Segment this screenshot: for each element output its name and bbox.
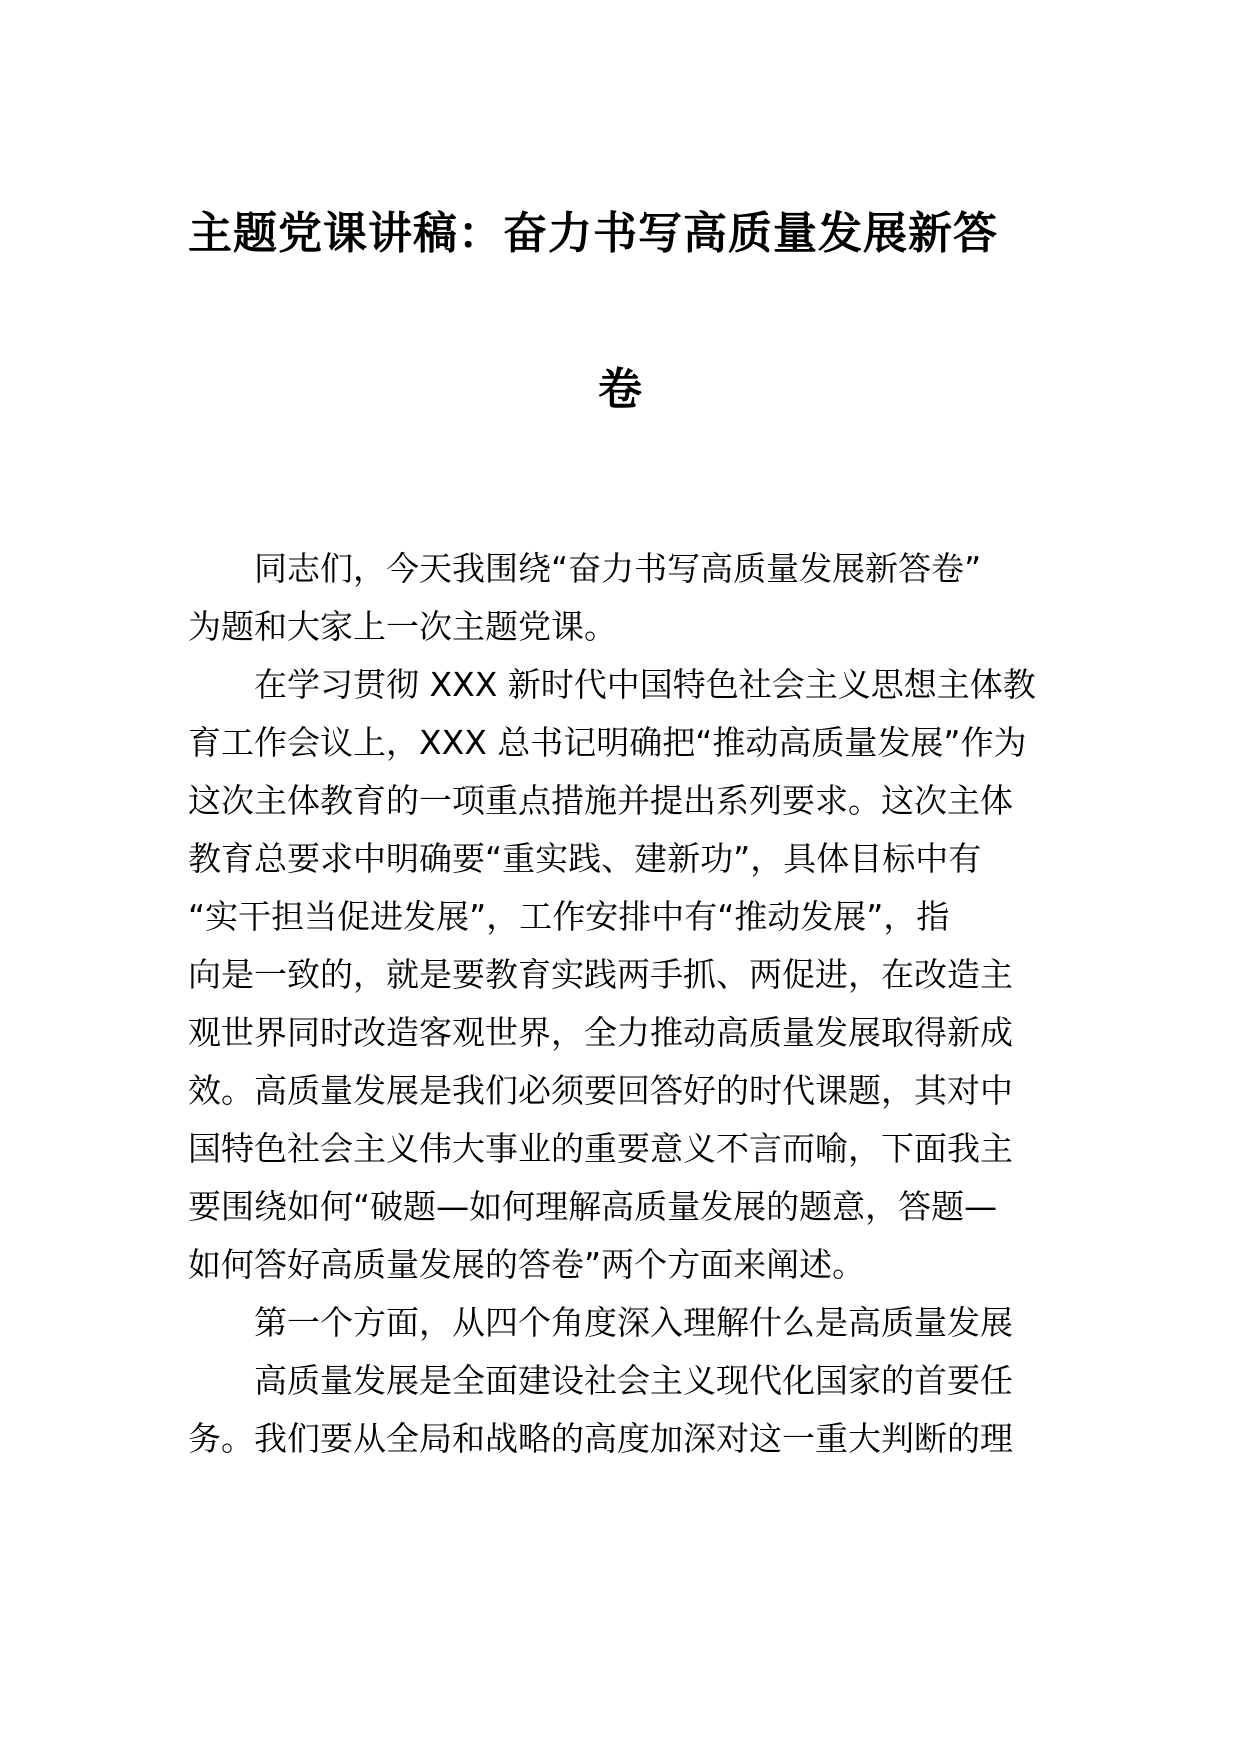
document-title-line-1: 主题党课讲稿：奋力书写高质量发展新答 — [188, 208, 998, 259]
paragraph-line: 同志们，今天我围绕“奋力书写高质量发展新答卷” — [254, 549, 982, 588]
paragraph-line: 育工作会议上，XXX 总书记明确把“推动高质量发展”作为 — [188, 723, 1027, 762]
paragraph-line: 这次主体教育的一项重点措施并提出系列要求。这次主体 — [188, 781, 1013, 820]
paragraph-line: 在学习贯彻 XXX 新时代中国特色社会主义思想主体教 — [254, 665, 1036, 704]
paragraph-line: 教育总要求中明确要“重实践、建新功”，具体目标中有 — [188, 839, 982, 878]
paragraph-line: “实干担当促进发展”，工作安排中有“推动发展”，指 — [188, 897, 950, 936]
paragraph-line: 务。我们要从全局和战略的高度加深对这一重大判断的理 — [188, 1419, 1013, 1458]
document-title-line-2: 卷 — [598, 364, 642, 415]
paragraph-line: 国特色社会主义伟大事业的重要意义不言而喻，下面我主 — [188, 1129, 1013, 1168]
paragraph-line: 效。高质量发展是我们必须要回答好的时代课题，其对中 — [188, 1071, 1013, 1110]
paragraph-line: 要围绕如何“破题—如何理解高质量发展的题意，答题— — [188, 1187, 998, 1226]
paragraph-line: 如何答好高质量发展的答卷”两个方面来阐述。 — [188, 1245, 866, 1284]
paragraph-line: 为题和大家上一次主题党课。 — [188, 607, 617, 646]
paragraph-line: 观世界同时改造客观世界，全力推动高质量发展取得新成 — [188, 1013, 1013, 1052]
section-heading-line: 第一个方面，从四个角度深入理解什么是高质量发展 — [254, 1303, 1013, 1342]
paragraph-line: 高质量发展是全面建设社会主义现代化国家的首要任 — [254, 1361, 1013, 1400]
paragraph-line: 向是一致的，就是要教育实践两手抓、两促进，在改造主 — [188, 955, 1013, 994]
